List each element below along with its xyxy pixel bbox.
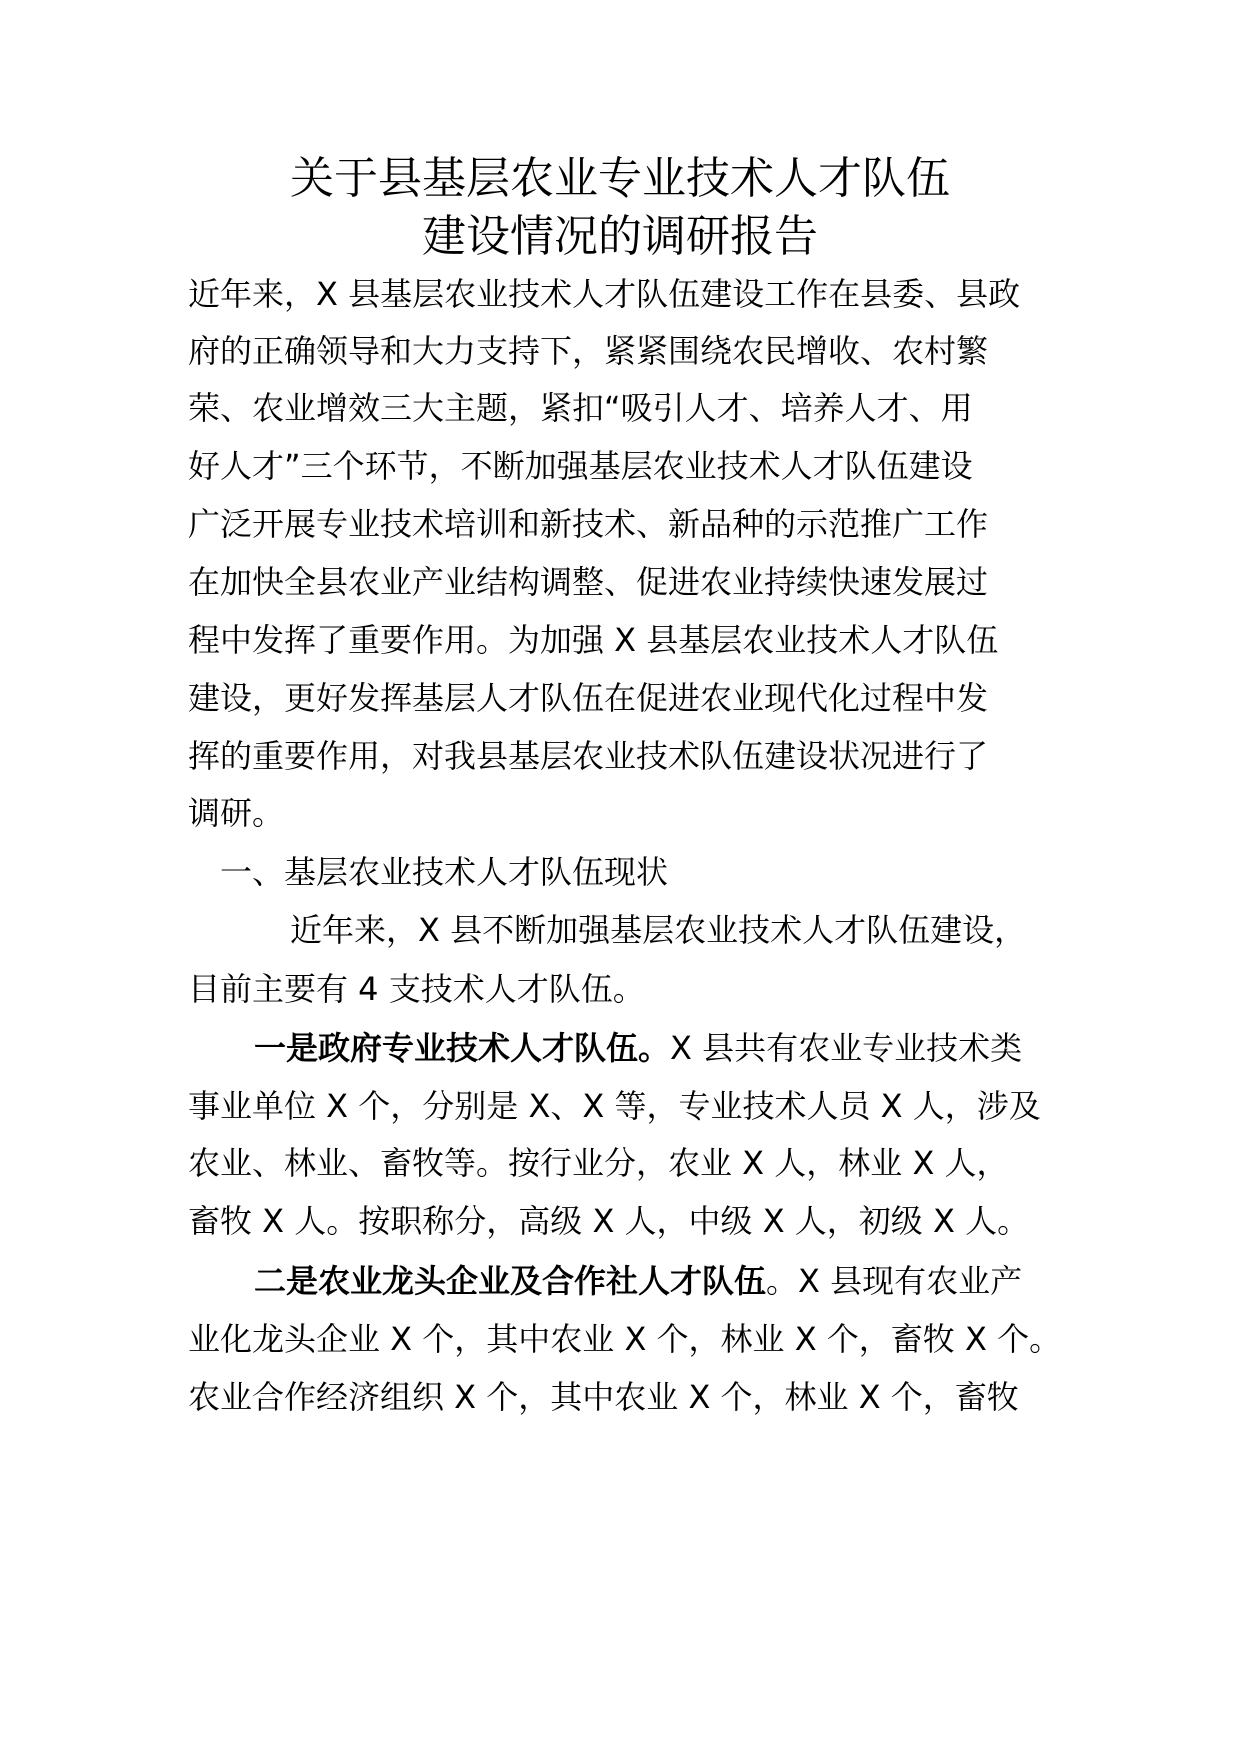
- intro-line: 挥的重要作用，对我县基层农业技术队伍建设状况进行了: [188, 737, 989, 775]
- section-1-heading: 一、基层农业技术人才队伍现状: [220, 853, 669, 891]
- intro-line: 程中发挥了重要作用。为加强 X 县基层农业技术人才队伍: [188, 621, 999, 659]
- title-line-1: 关于县基层农业专业技术人才队伍: [290, 153, 950, 204]
- intro-line: 建设，更好发挥基层人才队伍在促进农业现代化过程中发: [188, 679, 989, 717]
- item-1-line: 畜牧 X 人。按职称分，高级 X 人，中级 X 人，初级 X 人。: [188, 1202, 1030, 1240]
- intro-line: 荣、农业增效三大主题，紧扣“吸引人才、培养人才、用: [188, 389, 973, 427]
- item-1-line: 事业单位 X 个，分别是 X、X 等，专业技术人员 X 人，涉及: [188, 1087, 1041, 1125]
- intro-line: 广泛开展专业技术培训和新技术、新品种的示范推广工作: [188, 505, 989, 543]
- section-1-intro-line: 目前主要有 4 支技术人才队伍。: [188, 970, 645, 1008]
- item-1-line: 农业、林业、畜牧等。按行业分，农业 X 人，林业 X 人，: [188, 1144, 1009, 1182]
- item-2-line: 业化龙头企业 X 个，其中农业 X 个，林业 X 个，畜牧 X 个。: [188, 1320, 1062, 1358]
- item-1-lead-rest: X 县共有农业专业技术类: [670, 1029, 1023, 1067]
- item-1-first-line: [254, 1028, 1022, 1068]
- title-line-2: 建设情况的调研报告: [422, 211, 818, 262]
- intro-line: 好人才”三个环节，不断加强基层农业技术人才队伍建设: [188, 447, 973, 485]
- section-1-intro-line: 近年来，X 县不断加强基层农业技术人才队伍建设，: [290, 911, 1027, 949]
- intro-line: 近年来，X 县基层农业技术人才队伍建设工作在县委、县政: [188, 275, 1021, 313]
- item-2-lead: 二是农业龙头企业及合作社人才队伍: [254, 1262, 767, 1300]
- intro-line: 在加快全县农业产业结构调整、促进农业持续快速发展过: [188, 563, 989, 601]
- intro-line: 调研。: [188, 794, 285, 832]
- item-2-first-line: [254, 1261, 1022, 1301]
- item-2-line: 农业合作经济组织 X 个，其中农业 X 个，林业 X 个，畜牧: [188, 1378, 1019, 1416]
- intro-line: 府的正确领导和大力支持下，紧紧围绕农民增收、农村繁: [188, 332, 989, 370]
- item-1-lead: 一是政府专业技术人才队伍。: [254, 1029, 671, 1067]
- item-2-lead-rest: 。X 县现有农业产: [766, 1262, 1023, 1300]
